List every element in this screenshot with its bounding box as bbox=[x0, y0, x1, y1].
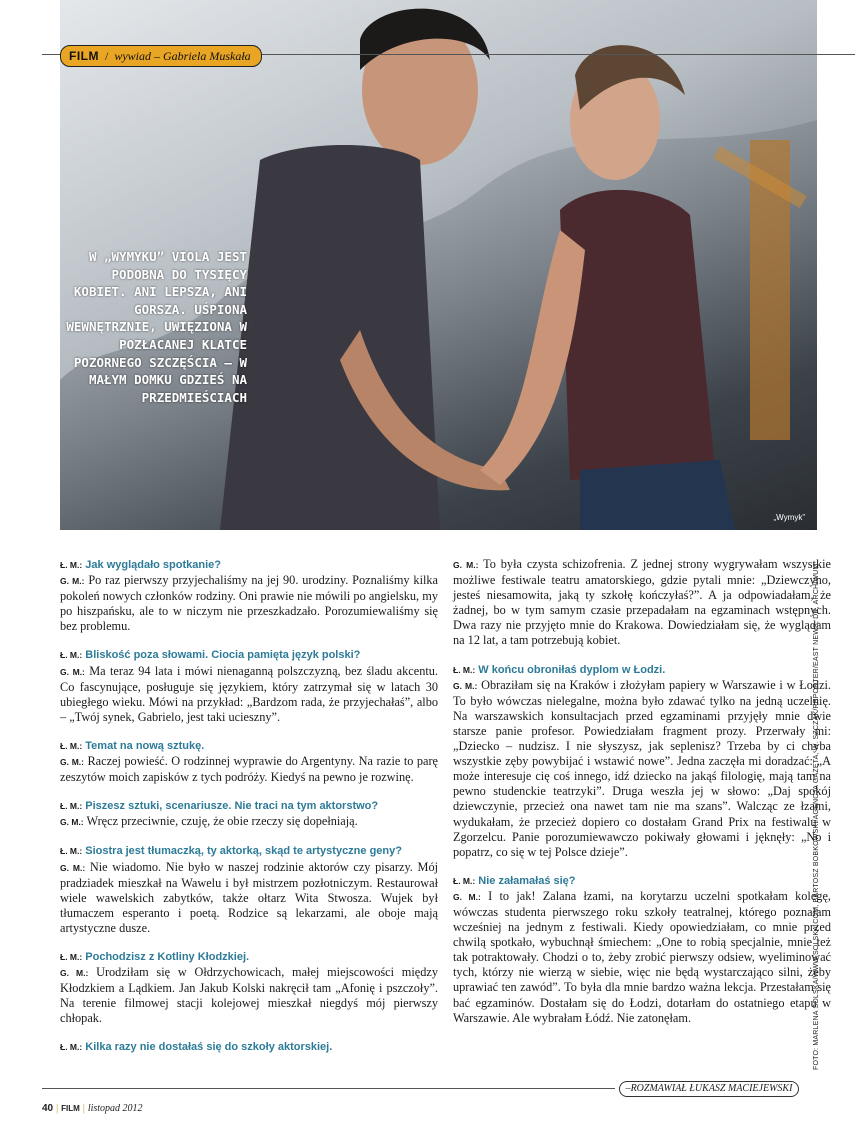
hero-photo bbox=[60, 0, 817, 530]
question-text: Bliskość poza słowami. Ciocia pamięta język polski? bbox=[85, 649, 361, 662]
question-speaker: Ł. M.: bbox=[60, 846, 83, 857]
answer-speaker: G. M.: bbox=[60, 666, 85, 677]
interview-column-left bbox=[60, 557, 438, 1069]
question-speaker: Ł. M.: bbox=[453, 664, 476, 675]
section-subtitle: wywiad – Gabriela Muskała bbox=[114, 48, 251, 63]
question-speaker: Ł. M.: bbox=[60, 951, 83, 962]
question-text: Temat na nową sztukę. bbox=[85, 739, 205, 752]
answer-speaker: G. M.: bbox=[60, 576, 85, 587]
answer-speaker: G. M.: bbox=[453, 680, 478, 691]
question-speaker: Ł. M.: bbox=[60, 650, 83, 661]
interview-column-right bbox=[453, 557, 831, 1039]
answer-text: Urodziłam się w Ołdrzychowicach, małej miejscowości między Kłodzkiem a Lądkiem. Jan Jakub Kolski nakręcił tam „Afonię i pszczoły”. Na terenie filmowej stacji kolejowej mieszkał niegdyś mój pierwszy chłopak. bbox=[60, 965, 438, 1026]
answer-text: Raczej powieść. O rodzinnej wyprawie do Argentyny. Na razie to parę zeszytów moich zapisków z tych podróży. Kiedyś na pewno je rozwinę. bbox=[60, 754, 439, 785]
question-text: Pochodzisz z Kotliny Kłodzkiej. bbox=[85, 950, 250, 963]
qa-block bbox=[453, 873, 831, 1026]
section-label: FILM bbox=[69, 49, 99, 63]
qa-block bbox=[60, 843, 438, 936]
answer-speaker: G. M.: bbox=[60, 862, 86, 873]
answer-text: Po raz pierwszy przyjechaliśmy na jej 90. urodziny. Poznaliśmy kilka pokoleń nowych członków rodziny. Oni prawie nie mówili po angielsku, my po hiszpańsku, ale to w niczym nie przeszkadzało. Porozumiewaliśmy się bez problemu. bbox=[60, 573, 439, 634]
question-text: Kilka razy nie dostałaś się do szkoły aktorskiej. bbox=[85, 1041, 333, 1054]
answer-text: To była czysta schizofrenia. Z jednej strony wygrywałam wszystkie możliwe festiwale teatru amatorskiego, gdzie pytali mnie: „Dziewczyno, jesteś niesamowita, jaką ty szkołę kończyłaś?”. A ja odpowiadałam, że żadnej, bo w tym samym czasie przepadałam na egzaminach wstępnych. Dwa razy nie przyjęto mnie do Krakowa. Dowiedziałam się, że wyglądam na 12 lat, a tam potrzebują kobiet. bbox=[453, 557, 832, 648]
question-speaker: Ł. M.: bbox=[60, 560, 83, 570]
answer-speaker: G. M.: bbox=[453, 560, 479, 570]
photo-caption: „Wymyk” bbox=[773, 513, 805, 522]
question-text: Siostra jest tłumaczką, ty aktorką, skąd te artystyczne geny? bbox=[85, 845, 402, 858]
answer-speaker: G. M.: bbox=[453, 891, 481, 902]
question-text: Jak wyglądało spotkanie? bbox=[85, 559, 221, 571]
answer-text: Wręcz przeciwnie, czuję, że obie rzeczy się dopełniają. bbox=[86, 814, 358, 829]
photo-credit: FOTO: MARLENA SOLSKA/WWW.SOLSKA.COM, BARTOSZ BOBKOWSKI/AGENCJA GAZETA, W. SZCZAK/REPORTER/EAST NEWS, DR, ARCHIWUM bbox=[813, 563, 820, 1070]
answer-text: Nie wiadomo. Nie było w naszej rodzinie aktorów czy pisarzy. Mój pradziadek mieszkał na Wawelu i był mistrzem pozłotniczym. Restaurował wiele wawelskich zabytków, także ołtarz Wita Stwosza. Wujek był tłumaczem esperanto i poetą. Rodzice są lekarzami, ale oboje mają artystyczne dusze. bbox=[60, 859, 439, 935]
section-badge bbox=[60, 45, 262, 67]
interviewer-signature: –ROZMAWIAŁ ŁUKASZ MACIEJEWSKI bbox=[619, 1081, 799, 1097]
qa-block bbox=[60, 798, 438, 830]
pull-quote: W „WYMYKU” VIOLA JEST PODOBNA DO TYSIĘCY KOBIET. ANI LEPSZA, ANI GORSZA. UŚPIONA WEWNĘTRZNIE, UWIĘZIONA W POZŁACANEJ KLATCE POZORNEGO SZCZĘŚCIA – W MAŁYM DOMKU GDZIEŚ NA PRZEDMIEŚCIACH bbox=[66, 249, 247, 405]
page-footer bbox=[42, 1103, 143, 1114]
question-text: Piszesz sztuki, scenariusze. Nie traci na tym aktorstwo? bbox=[85, 800, 379, 813]
qa-block bbox=[60, 647, 438, 724]
answer-text: I to jak! Zalana łzami, na korytarzu uczelni spotkałam kolegę, wówczas studenta pierwszego roku szkoły teatralnej, którego poznałam wcześniej na jednym z festiwali. Kiedy opowiedziałam, co mnie przed chwilą spotkało, wybuchnął śmiechem: „One to robią specjalnie, mnie też tak potraktowały. Chodzi o to, żeby zrobić pierwszy odsiew, wyeliminować tych, którzy nie wierzą w siebie, więc nie będą wystarczająco silni, żeby uprawiać ten zawód”. To była dla mnie bardzo ważna lekcja. Przestałam się bać egzaminów. Dostałam się do Łodzi, dotarłam do ostatniego etapu w Warszawie. Ale wybrałam Łódź. Nie zatonęłam. bbox=[453, 888, 831, 1025]
answer-speaker: G. M.: bbox=[60, 757, 85, 768]
footer-divider: | bbox=[82, 1103, 85, 1114]
answer-text: Obraziłam się na Kraków i złożyłam papiery w Warszawie i w Łodzi. To było wówczas nielegalne, można było zdawać tylko na jedną uczelnię. Na warszawskich konsultacjach przed egzaminami przyjęły mnie dwie starsze panie profesor. Powiedziałam fragment prozy. Przerwały mi: „Dziecko – nudzisz. I nie słyszysz, jak seplenisz? Trzeba by ci chyba wszystkie zęby powybijać i wstawić nowe”. Jedna zaczęła mi doradzać: „A może interesuje cię coś innego, idź dziecko na jakąś filologię, mają tam na pewno studenckie teatrzyki”. Druga weszła jej w słowo: „Daj spokój dziewczynie, przecież ona nawet tam nie ma szans”. Walcząc ze łzami, wydukałam, że przecież dopiero co dostałam Grand Prix na festiwalu w Zgorzelcu. Panie porozumiewawczo pokiwały głowami i jęknęły: „No i popatrz, co się w tej Polsce dzieje”. bbox=[453, 677, 832, 859]
qa-block bbox=[60, 1039, 438, 1055]
issue-date: listopad 2012 bbox=[87, 1103, 143, 1114]
badge-divider: / bbox=[105, 48, 109, 63]
answer-speaker: G. M.: bbox=[60, 968, 89, 979]
qa-block bbox=[60, 949, 438, 1026]
question-speaker: Ł. M.: bbox=[60, 1042, 83, 1053]
qa-block bbox=[453, 557, 831, 649]
qa-block bbox=[60, 557, 438, 634]
question-text: Nie załamałaś się? bbox=[478, 874, 576, 887]
answer-speaker: G. M.: bbox=[60, 817, 84, 828]
magazine-name: FILM bbox=[61, 1104, 80, 1113]
page-number: 40 bbox=[42, 1103, 54, 1114]
qa-block bbox=[453, 662, 831, 860]
question-speaker: Ł. M.: bbox=[60, 801, 83, 812]
footer-divider: | bbox=[56, 1103, 59, 1114]
question-text: W końcu obroniłaś dyplom w Łodzi. bbox=[478, 663, 666, 676]
signature-rule bbox=[42, 1088, 615, 1089]
question-speaker: Ł. M.: bbox=[453, 875, 476, 886]
answer-text: Ma teraz 94 lata i mówi nienaganną polszczyzną, bez śladu akcentu. Co fascynujące, posługuje się językiem, który zatrzymał się w latach 30 ubiegłego wieku. Mówi na przykład: „Bardzom rada, że przyjechałaś”, albo – „Twój synek, Gabrielo, jest taki ucieszny”. bbox=[60, 663, 438, 724]
question-speaker: Ł. M.: bbox=[60, 740, 83, 751]
qa-block bbox=[60, 738, 438, 785]
